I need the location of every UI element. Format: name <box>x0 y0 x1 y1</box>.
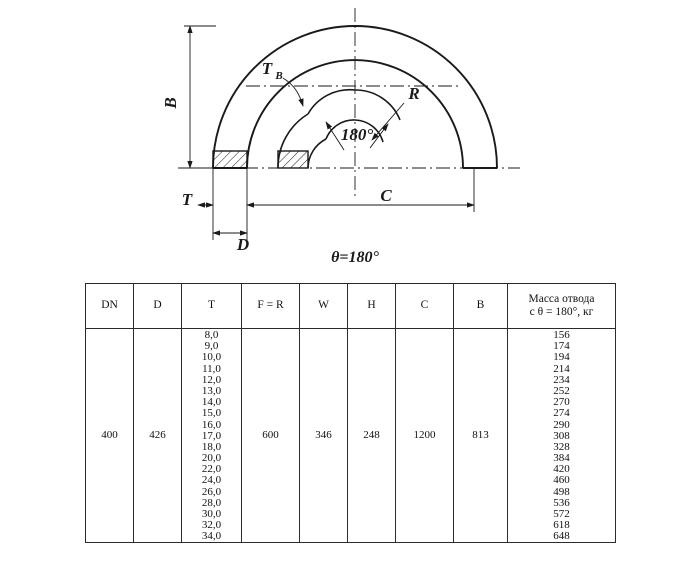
thickness-value-5: 13,0 <box>201 384 222 397</box>
header-t: T <box>182 284 242 329</box>
mass-value-6: 270 <box>553 396 570 409</box>
cell-t-list <box>182 329 242 543</box>
dimension-Tb <box>283 78 303 106</box>
cell-mass-list <box>508 329 616 543</box>
label-angle-180: 180° <box>340 125 374 144</box>
thickness-value-9: 17,0 <box>201 429 222 442</box>
thickness-value-2: 10,0 <box>201 351 222 364</box>
cell-d: 426 <box>134 329 182 543</box>
thickness-value-11: 20,0 <box>201 452 222 465</box>
label-D: D <box>236 235 250 254</box>
dimension-C <box>247 168 474 212</box>
mass-value-0: 156 <box>553 329 570 341</box>
dimension-B <box>178 26 216 168</box>
header-mass <box>508 284 616 329</box>
thickness-value-6: 14,0 <box>201 396 222 409</box>
thickness-value-3: 11,0 <box>202 362 221 375</box>
table-header-row <box>86 284 616 329</box>
section-hatching <box>213 151 308 168</box>
thickness-value-0: 8,0 <box>204 329 219 341</box>
mass-value-9: 308 <box>553 429 570 442</box>
mass-value-17: 618 <box>553 519 570 532</box>
cell-dn: 400 <box>86 329 134 543</box>
header-h: H <box>348 284 396 329</box>
header-b: B <box>454 284 508 329</box>
mass-value-11: 384 <box>553 452 570 465</box>
cell-f-r: 600 <box>242 329 300 543</box>
cell-c: 1200 <box>396 329 454 543</box>
specification-table-wrapper <box>85 283 615 543</box>
label-B: B <box>161 97 180 109</box>
mass-value-2: 194 <box>553 351 570 364</box>
dimension-R <box>372 103 404 140</box>
mass-value-13: 460 <box>553 474 570 487</box>
thickness-value-13: 24,0 <box>201 474 222 487</box>
thickness-value-18: 34,0 <box>201 530 222 543</box>
header-mass-line2: с θ = 180°, кг <box>529 306 594 318</box>
thickness-value-8: 16,0 <box>201 418 222 431</box>
dimension-T <box>198 168 247 240</box>
table-row <box>86 329 616 543</box>
label-Tb-subscript: B <box>275 70 283 82</box>
cell-h: 248 <box>348 329 396 543</box>
mass-value-10: 328 <box>553 440 570 453</box>
thickness-value-4: 12,0 <box>201 373 222 386</box>
label-R: R <box>408 84 420 103</box>
mass-value-4: 234 <box>553 373 570 386</box>
specification-table <box>85 283 616 543</box>
thickness-value-16: 30,0 <box>201 508 222 520</box>
thickness-value-1: 9,0 <box>204 340 219 353</box>
header-w: W <box>300 284 348 329</box>
thickness-value-7: 15,0 <box>201 407 222 420</box>
cell-b: 813 <box>454 329 508 543</box>
header-mass-line1: Масса отвода <box>528 292 595 305</box>
mass-value-5: 252 <box>553 384 570 397</box>
label-theta: θ=180° <box>331 249 379 266</box>
technical-drawing <box>0 0 700 270</box>
label-T: T <box>181 190 193 209</box>
header-d: D <box>134 284 182 329</box>
mass-value-12: 420 <box>553 463 570 476</box>
mass-value-15: 536 <box>553 496 570 509</box>
thickness-value-12: 22,0 <box>201 463 222 476</box>
mass-value-3: 214 <box>553 362 570 375</box>
mass-value-14: 498 <box>553 485 570 498</box>
cell-w: 346 <box>300 329 348 543</box>
mass-value-7: 274 <box>553 407 570 420</box>
header-c: C <box>396 284 454 329</box>
thickness-value-15: 28,0 <box>201 496 222 509</box>
mass-value-8: 290 <box>553 418 570 431</box>
center-lines <box>196 8 520 196</box>
label-C: C <box>380 186 392 205</box>
thickness-value-17: 32,0 <box>201 519 222 532</box>
mass-value-1: 174 <box>553 340 570 353</box>
mass-value-18: 648 <box>553 530 570 543</box>
thickness-value-14: 26,0 <box>201 485 222 498</box>
mass-value-16: 572 <box>553 508 570 520</box>
thickness-value-10: 18,0 <box>201 440 222 453</box>
header-f-r: F = R <box>242 284 300 329</box>
header-dn: DN <box>86 284 134 329</box>
label-Tb: T <box>261 59 273 78</box>
